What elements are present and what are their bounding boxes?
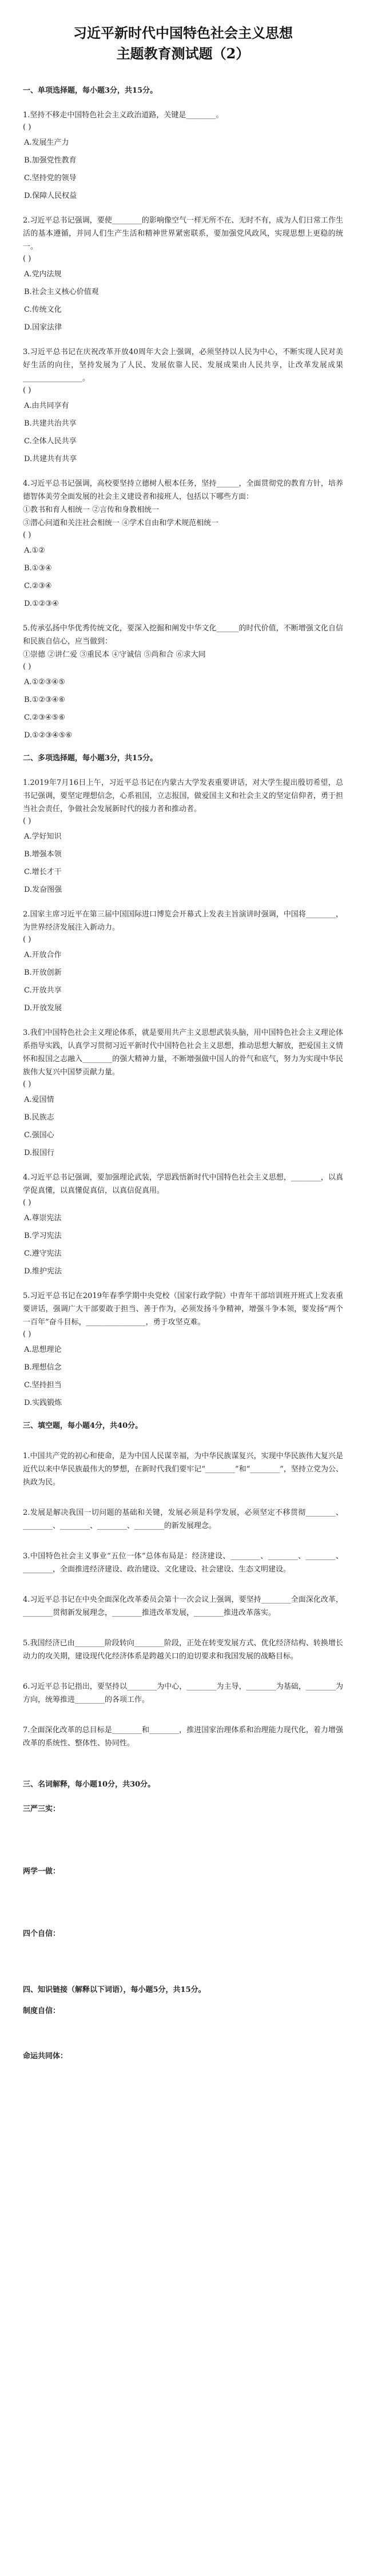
- answer-parentheses: ( ): [23, 1080, 31, 1089]
- option-item: A.发展生产力: [24, 138, 69, 147]
- option-item: A.①②: [24, 546, 45, 555]
- answer-parentheses: ( ): [23, 123, 31, 132]
- option-item: D.国家法律: [24, 323, 62, 332]
- option-item: C.②③④: [24, 582, 52, 590]
- question-text: 1.2019年7月16日上午，习近平总书记在内蒙古大学发表重要讲话，对大学生提出殷切希望，总书记强调，要坚定理想信念，心系祖国，立志报国，做爱国主义和社会主义的坚定信仰者，勇于担当社会责任，争做社会发展新时代的接力者和推动者。: [23, 779, 343, 813]
- fill-blank-question: 7.全面深化改革的总目标是________和________，推进国家治理体系和治理能力现代化，着力增强改革的系统性、整体性、协同性。: [23, 1726, 343, 1748]
- section-multi-choice-heading: 二、多项选择题，每小题3分，共15分。: [23, 754, 158, 763]
- option-item: C.传统文化: [24, 305, 62, 314]
- option-item: B.①③④: [24, 564, 52, 573]
- option-item: B.①②③④⑥: [24, 696, 65, 704]
- term-item: 四个自信：: [23, 1930, 61, 1938]
- option-item: B.社会主义核心价值观: [24, 288, 99, 296]
- answer-parentheses: ( ): [23, 935, 31, 944]
- option-item: B.学习宪法: [24, 1232, 62, 1240]
- option-item: A.党内法规: [24, 270, 62, 279]
- question-block: [23, 908, 343, 1015]
- question-text: 4.习近平总书记强调，高校要坚持立德树人根本任务，坚持______，全面贯彻党的教育方针，培养德智体美劳全面发展的社会主义建设者和接班人，包括以下哪些方面： ①教书和育人相统一 ②言传和身教相统一 ③潜心问道和关注社会相统一 ④学术自由和学术规范相统一: [23, 479, 343, 527]
- term-item: 三严三实：: [23, 1805, 61, 1813]
- test-paper: [23, 23, 343, 2061]
- option-item: C.坚持担当: [24, 1381, 62, 1390]
- option-item: D.①②③④⑤⑥: [24, 731, 73, 740]
- option-item: A.尊崇宪法: [24, 1214, 62, 1222]
- link-item: 制度自信：: [23, 2007, 61, 2015]
- option-item: D.实践锻炼: [24, 1399, 62, 1407]
- term-list: [23, 1803, 343, 1938]
- link-list: [23, 2005, 343, 2061]
- question-text: 4.习近平总书记强调，要加强理论武装，学思践悟新时代中国特色社会主义思想，________，以真学促真懂，以真懂促真信，以真信促真用。: [23, 1173, 343, 1195]
- section-fill-blank-heading: 三、填空题，每小题4分，共40分。: [23, 1422, 143, 1430]
- question-block: [23, 1289, 343, 1410]
- option-item: B.共建共治共享: [24, 419, 77, 428]
- question-text: 3.习近平总书记在庆祝改革开放40周年大会上强调，必须坚持以人民为中心，不断实现人民对美好生活的向往，坚持发展为了人民、发展依靠人民、发展成果由人民共享，让改革发展成果________________。: [23, 348, 343, 383]
- answer-parentheses: ( ): [23, 531, 31, 539]
- fill-blank-question: 1.中国共产党的初心和使命，是为中国人民谋幸福，为中华民族谋复兴，实现中华民族伟大复兴是近代以来中华民族最伟大的梦想，在新时代我们要牢记“________”和“________”，坚持立党为公、执政为民。: [23, 1452, 343, 1487]
- option-item: D.报国行: [24, 1149, 55, 1157]
- question-block: [23, 1171, 343, 1278]
- question-text: 2.国家主席习近平在第三届中国国际进口博览会开幕式上发表主旨演讲时强调，中国将________，为世界经济发展注入新动力。: [23, 910, 343, 932]
- fill-blank-question: 5.我国经济已由________阶段转向________阶段，正处在转变发展方式、优化经济结构、转换增长动力的攻关期，建设现代化经济体系是跨越关口的迫切要求和我国发展的战略目标。: [23, 1639, 343, 1661]
- option-item: D.开放发展: [24, 1004, 62, 1013]
- answer-parentheses: ( ): [23, 817, 31, 825]
- multi-choice-list: [23, 776, 343, 1410]
- option-item: A.爱国情: [24, 1096, 54, 1104]
- question-text: 2.习近平总书记强调，要使________的影响像空气一样无所不在、无时不有，成为人们日常工作生活的基本遵循，并同人们生产生活和精神世界紧密联系，要加强党风政风，实现思想上更稳的统一。: [23, 216, 343, 251]
- paper-title-line1: 习近平新时代中国特色社会主义思想: [73, 25, 293, 41]
- option-item: D.共建共有共享: [24, 455, 77, 463]
- option-item: C.遵守宪法: [24, 1249, 62, 1258]
- single-choice-list: [23, 109, 343, 742]
- option-item: A.开放合作: [24, 951, 62, 959]
- section-single-choice-heading: 一、单项选择题，每小题3分，共15分。: [23, 86, 158, 95]
- question-text: 5.习近平总书记在2019年春季学期中央党校（国家行政学院）中青年干部培训班开班式上发表重要讲话，强调广大干部要敢于担当、善于作为，必须发扬斗争精神，增强斗争本领，要发扬“两个一百年”奋斗目标，________________，勇于攻坚克难。: [23, 1292, 343, 1327]
- fill-blank-question: 2.发展是解决我国一切问题的基础和关键，发展必须是科学发展，必须坚定不移贯彻________、________、________、________、________的新发展理念。: [23, 1509, 343, 1530]
- question-text: 1.坚持不移走中国特色社会主义政治道路，关键是________。: [23, 111, 224, 120]
- option-item: A.思想理论: [24, 1345, 62, 1354]
- question-text: 3.我们中国特色社会主义理论体系，就是要用共产主义思想武装头脑，用中国特色社会主义理论体系指导实践，认真学习贯彻习近平新时代中国特色社会主义思想，推动思想大解放，把爱国主义情怀和报国之志融入________的强大精神力量，不断增强做中国人的骨气和底气，努力为实现中华民族伟大复兴中国梦贡献力量。: [23, 1029, 343, 1077]
- question-block: [23, 214, 343, 334]
- option-item: A.由共同享有: [24, 402, 69, 410]
- section-terms-heading: 三、名词解释，每小题10分，共30分。: [23, 1780, 156, 1789]
- option-item: C.坚持党的领导: [24, 174, 77, 182]
- option-item: B.民族志: [24, 1113, 54, 1122]
- answer-parentheses: ( ): [23, 386, 31, 395]
- term-item: 两学一做：: [23, 1867, 61, 1876]
- fill-blank-list: [23, 1450, 343, 1750]
- option-item: A.①②③④⑤: [24, 678, 65, 686]
- paper-title-line2: 主题教育测试题（2）: [116, 45, 250, 62]
- option-item: B.加强党性教育: [24, 156, 77, 165]
- option-item: B.理想信念: [24, 1363, 62, 1372]
- option-item: C.强国心: [24, 1131, 54, 1140]
- fill-blank-question: 3.中国特色社会主义事业“五位一体”总体布局是：经济建设、________、________、________、________，全面推进经济建设、政治建设、文化建设、社会建设、生态文明建设。: [23, 1552, 343, 1574]
- option-item: C.增长才干: [24, 868, 62, 876]
- option-item: D.①②③④: [24, 600, 59, 608]
- answer-parentheses: ( ): [23, 662, 31, 671]
- question-block: [23, 622, 343, 742]
- question-block: [23, 1026, 343, 1160]
- option-item: C.开放共享: [24, 986, 62, 995]
- section-links-heading: 四、知识链接（解释以下词语），每小题5分，共15分。: [23, 1986, 206, 1994]
- option-item: C.②③④⑤⑥: [24, 713, 65, 722]
- question-block: [23, 109, 343, 203]
- fill-blank-question: 4.习近平总书记在中央全面深化改革委员会第十一次会议上强调，要坚持________全面深化改革，________贯彻新发展理念，________推进改革发展，________推进改革落实。: [23, 1595, 343, 1617]
- fill-blank-question: 6.习近平总书记指出，要坚持以________为中心，________为主导，________为基础，________为方向，统筹推进________的各项工作。: [23, 1682, 343, 1704]
- option-item: D.保障人民权益: [24, 192, 77, 200]
- question-block: [23, 346, 343, 466]
- question-block: [23, 776, 343, 896]
- option-item: B.增强本领: [24, 850, 62, 859]
- link-item: 命运共同体：: [23, 2052, 68, 2061]
- answer-parentheses: ( ): [23, 1330, 31, 1339]
- option-item: A.学好知识: [24, 832, 62, 841]
- question-block: [23, 477, 343, 610]
- option-item: D.维护宪法: [24, 1267, 62, 1276]
- question-text: 5.传承弘扬中华优秀传统文化，要深入挖掘和阐发中华文化______的时代价值，不断增强文化自信和民族自信心，应当做到： ①崇德 ②讲仁爱 ③重民本 ④守诚信 ⑤尚和合 ⑥求大同: [23, 624, 343, 659]
- answer-parentheses: ( ): [23, 255, 31, 263]
- option-item: B.开放创新: [24, 969, 62, 977]
- answer-parentheses: ( ): [23, 1198, 31, 1207]
- option-item: C.全体人民共享: [24, 437, 77, 446]
- option-item: D.发奋图强: [24, 886, 62, 894]
